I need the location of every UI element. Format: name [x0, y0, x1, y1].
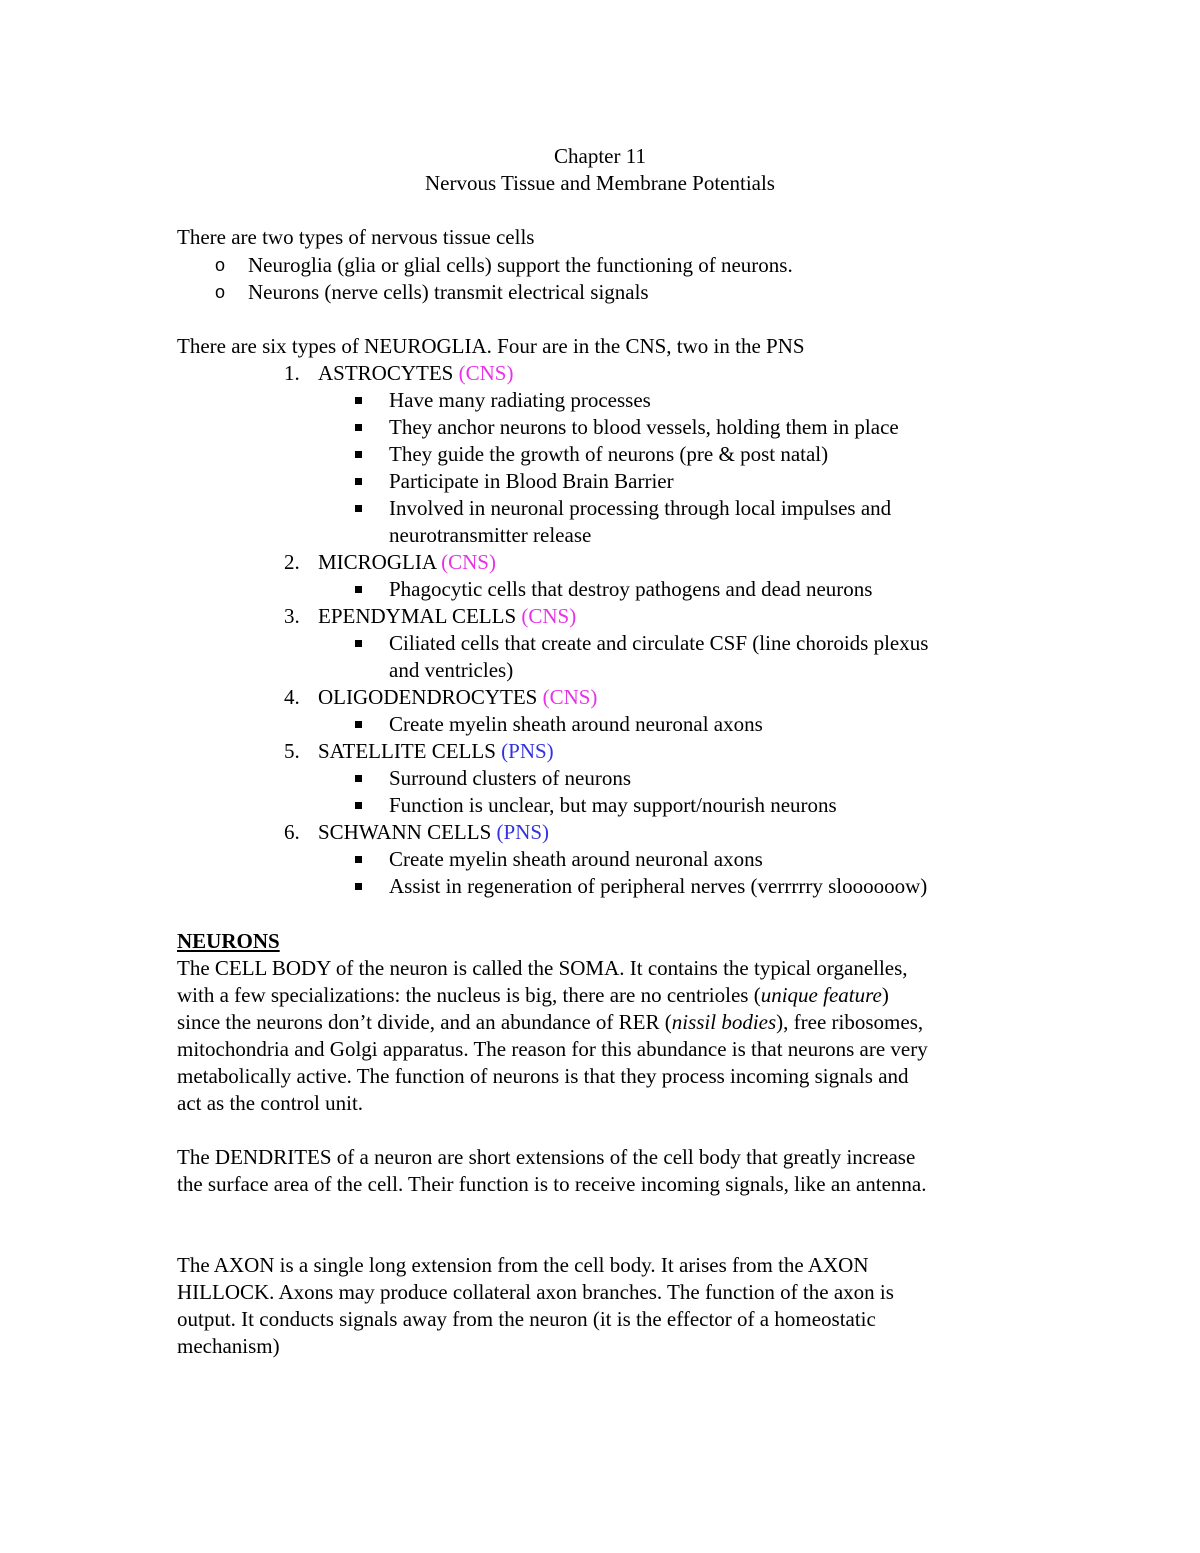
emphasis-text: nissil bodies	[671, 1010, 777, 1034]
system-tag: (PNS)	[501, 739, 554, 763]
paragraph-line: the surface area of the cell. Their function is to receive incoming signals, like an antenna.	[177, 1172, 927, 1196]
neuroglia-type-name: OLIGODENDROCYTES	[318, 685, 538, 709]
type-point: Function is unclear, but may support/nourish neurons	[389, 793, 837, 817]
neuroglia-type-name: ASTROCYTES	[318, 361, 454, 385]
square-bullet-icon	[355, 802, 362, 809]
neuroglia-type-heading	[318, 549, 496, 576]
list-number: 3.	[284, 604, 300, 628]
list-number: 2.	[284, 550, 300, 574]
paragraph-line	[177, 982, 889, 1009]
paragraph-line: HILLOCK. Axons may produce collateral axon branches. The function of the axon is	[177, 1280, 894, 1304]
neuroglia-type-heading	[318, 360, 513, 387]
type-point: Surround clusters of neurons	[389, 766, 632, 790]
square-bullet-icon	[355, 856, 362, 863]
paragraph-line: act as the control unit.	[177, 1091, 364, 1115]
type-point: Create myelin sheath around neuronal axons	[389, 712, 763, 736]
square-bullet-icon	[355, 451, 362, 458]
neuroglia-type-heading	[318, 738, 554, 765]
neuroglia-type-name: SATELLITE CELLS	[318, 739, 496, 763]
square-bullet-icon	[355, 721, 362, 728]
system-tag: (PNS)	[496, 820, 550, 844]
system-tag: (CNS)	[521, 604, 577, 628]
neuroglia-type-name: MICROGLIA	[318, 550, 436, 574]
intro-item: Neurons (nerve cells) transmit electrical signals	[248, 280, 649, 304]
paragraph-line: metabolically active. The function of neurons is that they process incoming signals and	[177, 1064, 909, 1088]
system-tag: (CNS)	[542, 685, 598, 709]
hollow-bullet-icon: o	[215, 282, 226, 302]
square-bullet-icon	[355, 397, 362, 404]
type-point: Involved in neuronal processing through local impulses and	[389, 496, 892, 520]
system-tag: (CNS)	[458, 361, 514, 385]
square-bullet-icon	[355, 424, 362, 431]
list-number: 6.	[284, 820, 300, 844]
intro-lead: There are two types of nervous tissue cells	[177, 225, 535, 249]
paragraph-line: mechanism)	[177, 1334, 280, 1358]
chapter-label: Chapter 11	[554, 144, 646, 168]
type-point-continuation: neurotransmitter release	[389, 523, 592, 547]
type-point: Participate in Blood Brain Barrier	[389, 469, 674, 493]
paragraph-line: mitochondria and Golgi apparatus. The reason for this abundance is that neurons are very	[177, 1037, 928, 1061]
hollow-bullet-icon: o	[215, 255, 226, 275]
type-point: Ciliated cells that create and circulate CSF (line choroids plexus	[389, 631, 929, 655]
list-number: 5.	[284, 739, 300, 763]
list-number: 1.	[284, 361, 300, 385]
page-title: Nervous Tissue and Membrane Potentials	[425, 171, 775, 195]
square-bullet-icon	[355, 478, 362, 485]
neuroglia-type-name: EPENDYMAL CELLS	[318, 604, 517, 628]
square-bullet-icon	[355, 640, 362, 647]
type-point: They guide the growth of neurons (pre & post natal)	[389, 442, 829, 466]
text-run: ), free ribosomes,	[776, 1010, 924, 1034]
paragraph-line: output. It conducts signals away from the neuron (it is the effector of a homeostatic	[177, 1307, 876, 1331]
neurons-heading: NEURONS	[177, 929, 280, 953]
text-run: since the neurons don’t divide, and an abundance of RER (	[177, 1010, 672, 1034]
paragraph-line: The AXON is a single long extension from the cell body. It arises from the AXON	[177, 1253, 869, 1277]
paragraph-line	[177, 1009, 923, 1036]
square-bullet-icon	[355, 775, 362, 782]
text-run: )	[881, 983, 889, 1007]
type-point: Have many radiating processes	[389, 388, 651, 412]
neuroglia-type-heading	[318, 603, 576, 630]
intro-item: Neuroglia (glia or glial cells) support the functioning of neurons.	[248, 253, 793, 277]
paragraph-line: The CELL BODY of the neuron is called the SOMA. It contains the typical organelles,	[177, 956, 908, 980]
neuroglia-type-heading	[318, 819, 549, 846]
text-run: with a few specializations: the nucleus is big, there are no centrioles (	[177, 983, 761, 1007]
neuroglia-type-name: SCHWANN CELLS	[318, 820, 492, 844]
type-point: They anchor neurons to blood vessels, holding them in place	[389, 415, 899, 439]
type-point-continuation: and ventricles)	[389, 658, 514, 682]
neuroglia-lead: There are six types of NEUROGLIA. Four are in the CNS, two in the PNS	[177, 334, 805, 358]
list-number: 4.	[284, 685, 300, 709]
type-point: Assist in regeneration of peripheral nerves (verrrrry sloooooow)	[389, 874, 928, 898]
system-tag: (CNS)	[441, 550, 496, 574]
square-bullet-icon	[355, 883, 362, 890]
type-point: Phagocytic cells that destroy pathogens and dead neurons	[389, 577, 873, 601]
square-bullet-icon	[355, 586, 362, 593]
square-bullet-icon	[355, 505, 362, 512]
emphasis-text: unique feature	[760, 983, 882, 1007]
neuroglia-type-heading	[318, 684, 597, 711]
paragraph-line: The DENDRITES of a neuron are short extensions of the cell body that greatly increase	[177, 1145, 916, 1169]
type-point: Create myelin sheath around neuronal axons	[389, 847, 763, 871]
